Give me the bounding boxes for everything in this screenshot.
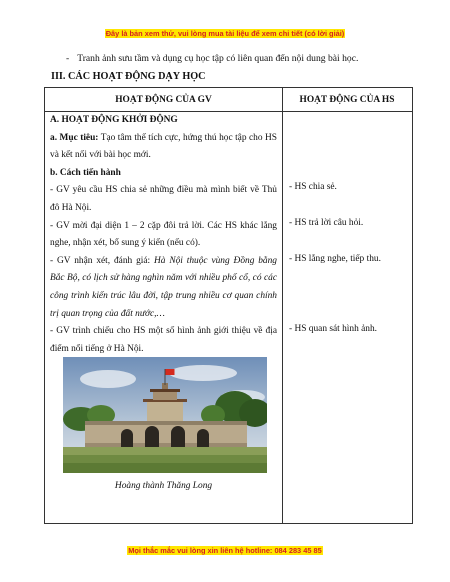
student-response-4: - HS quan sát hình ảnh. xyxy=(289,324,378,334)
bullet-dash: - xyxy=(66,53,70,64)
step-3 xyxy=(50,253,277,323)
teacher-activities-cell xyxy=(50,112,277,358)
hotline-text: Mọi thắc mắc vui lòng xin liên hệ hotline: 084 283 45 85 xyxy=(128,546,322,555)
step-3-prefix: - GV nhận xét, đánh giá: xyxy=(50,255,155,266)
step-3-quote: Hà Nội thuộc vùng Đồng bằng Bắc Bộ, có lịch sử hàng nghìn năm với nhiều phố cổ, có các công trình kiến trúc lâu đời, tập trung nhiều cơ quan chính trị quan trọng của đất nước,… xyxy=(50,255,277,319)
materials-text: Tranh ảnh sưu tầm và dụng cụ học tập có liên quan đến nội dung bài học. xyxy=(77,53,359,64)
materials-bullet xyxy=(66,53,358,64)
column-divider xyxy=(282,88,283,523)
hotline-banner xyxy=(0,546,450,555)
activity-title: A. HOẠT ĐỘNG KHỞI ĐỘNG xyxy=(50,115,178,125)
preview-notice-text: Đây là bản xem thử, vui lòng mua tài liệu để xem chi tiết (có lời giải) xyxy=(105,29,345,38)
step-4: - GV trình chiếu cho HS một số hình ảnh giới thiệu về địa điểm nổi tiếng ở Hà Nội. xyxy=(50,326,277,354)
citadel-illustration xyxy=(63,357,267,473)
step-1: - GV yêu cầu HS chia sẻ những điều mà mình biết về Thủ đô Hà Nội. xyxy=(50,185,277,213)
goal-paragraph xyxy=(50,130,277,165)
preview-notice-banner xyxy=(0,29,450,38)
activities-table xyxy=(44,87,413,524)
header-student-activities: HOẠT ĐỘNG CỦA HS xyxy=(299,95,395,105)
header-teacher-activities: HOẠT ĐỘNG CỦA GV xyxy=(115,95,212,105)
step-2: - GV mời đại diện 1 – 2 cặp đôi trả lời. Các HS khác lắng nghe, nhận xét, bổ sung ý kiến (nếu có). xyxy=(50,220,277,249)
process-label: b. Cách tiến hành xyxy=(50,167,121,178)
section-heading: III. CÁC HOẠT ĐỘNG DẠY HỌC xyxy=(51,71,206,82)
student-response-1: - HS chia sẻ. xyxy=(289,182,337,192)
student-response-3: - HS lắng nghe, tiếp thu. xyxy=(289,254,381,264)
goal-label: a. Mục tiêu: xyxy=(50,132,99,143)
table-header-row xyxy=(45,88,412,112)
photo-caption: Hoàng thành Thăng Long xyxy=(114,481,213,491)
imperial-citadel-photo xyxy=(63,357,267,473)
student-response-2: - HS trả lời câu hỏi. xyxy=(289,218,364,228)
goal-text: Tạo tâm thế tích cực, hứng thú học tập cho HS và kết nối với bài học mới. xyxy=(50,132,278,161)
